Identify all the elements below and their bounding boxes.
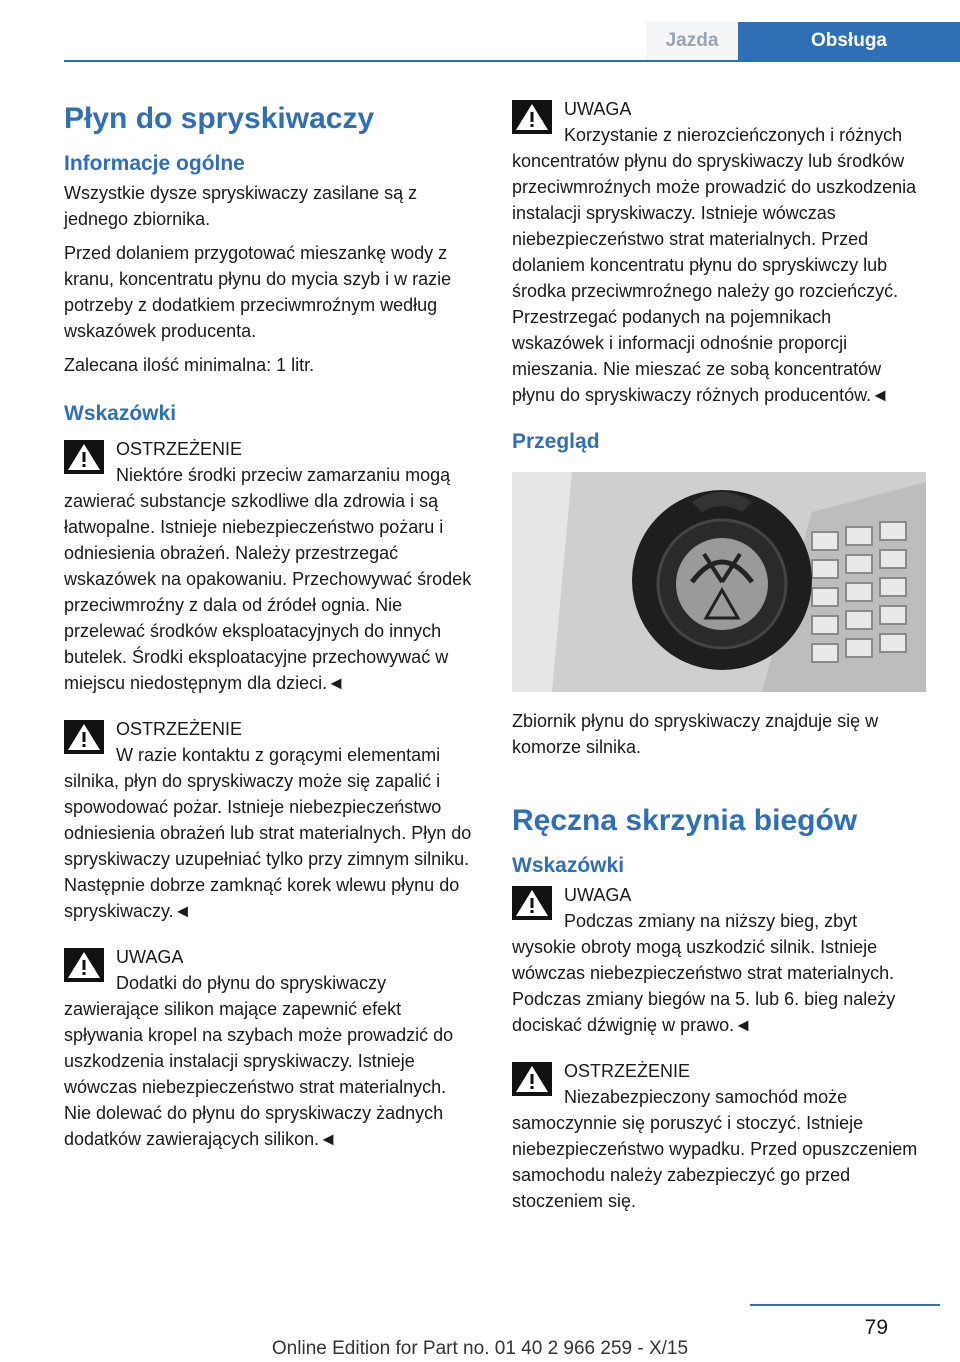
warning-text: Niektóre środki przeciw zamarzaniu mogą zawierać substancje szkodliwe dla zdrowia i są łatwopalne. Istnieje niebezpieczeństwo pożaru i odniesienia obrażeń. Należy przestrzegać wskazówek na opakowaniu. Przechowywać środek przeciwmroźny z dala od źródeł ognia. Nie przelewać środków eksploatacyjnych do innych butelek. Środki eksploatacyjne przechowywać w miejscu niedostępnym dla dzieci.◄ xyxy=(64,465,472,693)
warning-text: Dodatki do płynu do spryskiwaczy zawierające silikon mające zapewnić efekt spływania kropel na szybach może prowadzić do uszkodzenia instalacji spryskiwaczy. Istnieje wówczas niebezpieczeństwo strat materialnych. Nie dolewać do płynu do spryskiwaczy żadnych dodatków zawierających silikon.◄ xyxy=(64,973,454,1149)
warning-triangle-icon xyxy=(512,886,552,920)
paragraph: Przed dolaniem przygotować mieszankę wody z kranu, koncentratu płynu do mycia szyb i w razie potrzeby z dodatkiem przeciwmroźnym według wskazówek producenta. xyxy=(64,243,452,341)
section-heading-tips: Wskazówki xyxy=(64,402,177,425)
paragraph: Wszystkie dysze spryskiwaczy zasilane są z jednego zbiornika. xyxy=(64,183,418,229)
right-column xyxy=(512,96,926,1234)
warning-title: UWAGA xyxy=(116,947,184,967)
left-column xyxy=(64,96,478,1172)
warning-text: W razie kontaktu z gorącymi elementami silnika, płyn do spryskiwaczy może się zapalić i spowodować pożar. Istnieje niebezpieczeństwo odniesienia obrażeń lub strat materialnych. Płyn do spryskiwaczy uzupełniać tylko przy zimnym silniku. Następnie dobrze zamknąć korek wlewu płynu do spryskiwaczy.◄ xyxy=(64,745,472,921)
page-title: Płyn do spryskiwaczy xyxy=(64,102,375,135)
section-heading-general: Informacje ogólne xyxy=(64,152,245,175)
washer-reservoir-photo xyxy=(512,472,926,692)
warning-triangle-icon xyxy=(64,948,104,982)
tab-obsluga[interactable]: Obsługa xyxy=(738,22,960,60)
warning-title: OSTRZEŻENIE xyxy=(564,1061,691,1081)
warning-triangle-icon xyxy=(512,1062,552,1096)
header-rule xyxy=(64,60,960,62)
warning-title: OSTRZEŻENIE xyxy=(116,439,243,459)
warning-triangle-icon xyxy=(64,440,104,474)
warning-title: UWAGA xyxy=(564,99,632,119)
section-title-manual-gearbox: Ręczna skrzynia biegów xyxy=(512,804,858,837)
warning-triangle-icon xyxy=(512,100,552,134)
page-number: 79 xyxy=(864,1316,888,1339)
warning-block xyxy=(64,944,478,1152)
warning-triangle-icon xyxy=(64,720,104,754)
warning-text: Niezabezpieczony samochód może samoczynnie się poruszyć i stoczyć. Istnieje niebezpieczeństwo wypadku. Przed opuszczeniem samochodu należy zabezpieczyć go przed stoczeniem się. xyxy=(512,1087,918,1211)
photo-caption: Zbiornik płynu do spryskiwaczy znajduje się w komorze silnika. xyxy=(512,711,879,757)
warning-title: OSTRZEŻENIE xyxy=(116,719,243,739)
warning-title: UWAGA xyxy=(564,885,632,905)
warning-block xyxy=(64,716,478,924)
footer-rule xyxy=(750,1304,940,1306)
warning-block xyxy=(512,882,926,1038)
warning-text: Korzystanie z nierozcieńczonych i różnych koncentratów płynu do spryskiwaczy lub środków przeciwmroźnych może prowadzić do uszkodzenia instalacji spryskiwaczy. Istnieje wówczas niebezpieczeństwo strat materialnych. Przed dolaniem koncentratu płynu do spryskiwczy lub środka przeciwmroźnego należy go rozcieńczyć. Przestrzegać podanych na pojemnikach wskazówek i informacji odnośnie proporcji mieszania. Nie mieszać ze sobą koncentratów płynu do spryskiwaczy różnych producentów.◄ xyxy=(512,125,917,405)
warning-block xyxy=(512,96,926,408)
paragraph: Zalecana ilość minimalna: 1 litr. xyxy=(64,355,315,375)
warning-block xyxy=(512,1058,926,1214)
section-heading-overview: Przegląd xyxy=(512,430,600,453)
section-heading-tips: Wskazówki xyxy=(512,854,625,877)
warning-block xyxy=(64,436,478,696)
warning-text: Podczas zmiany na niższy bieg, zbyt wysokie obroty mogą uszkodzić silnik. Istnieje wówczas niebezpieczeństwo strat materialnych. Podczas zmiany biegów na 5. lub 6. bieg należy dociskać dźwignię w prawo.◄ xyxy=(512,911,896,1035)
tab-jazda[interactable]: Jazda xyxy=(646,22,738,60)
edition-footer: Online Edition for Part no. 01 40 2 966 259 - X/15 xyxy=(271,1338,689,1359)
